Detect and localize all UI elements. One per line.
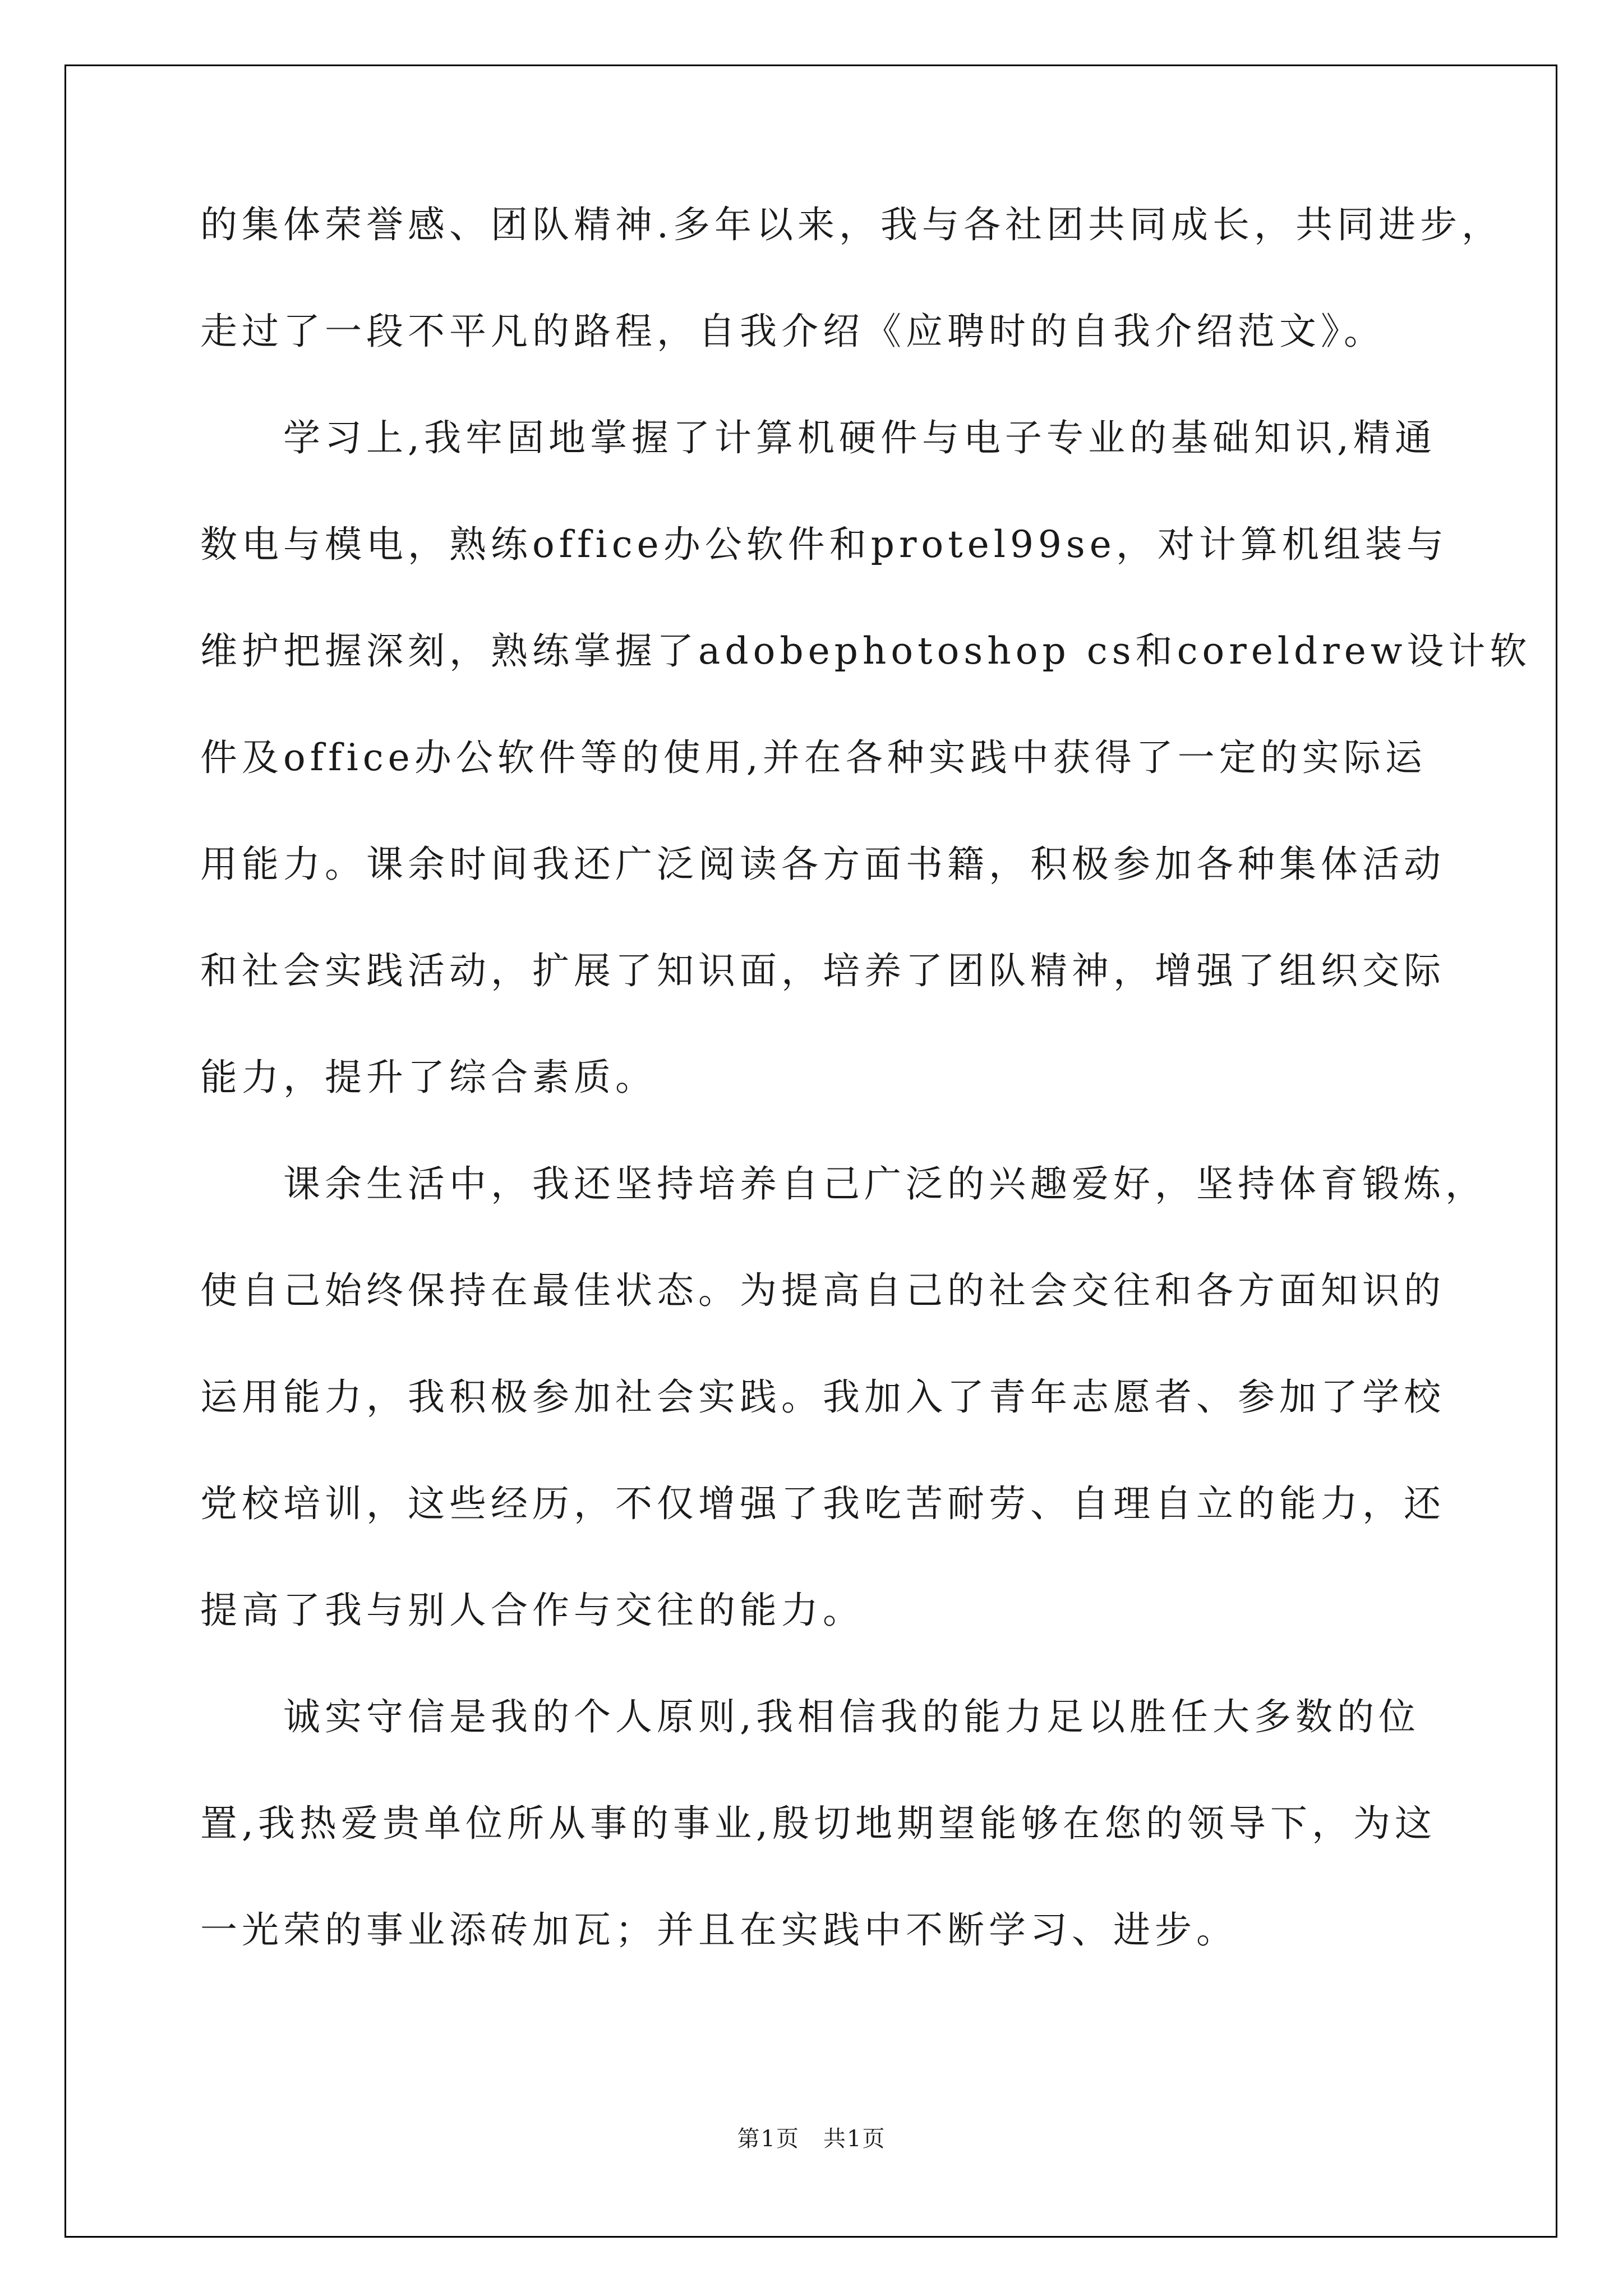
text-line: 数电与模电，熟练office办公软件和protel99se，对计算机组装与 <box>200 523 1448 566</box>
text-line: 使自己始终保持在最佳状态。为提高自己的社会交往和各方面知识的 <box>200 1269 1445 1312</box>
text-line: 置,我热爱贵单位所从事的事业,殷切地期望能够在您的领导下，为这 <box>200 1802 1436 1845</box>
text-line: 提高了我与别人合作与交往的能力。 <box>200 1589 864 1632</box>
text-line: 件及office办公软件等的使用,并在各种实践中获得了一定的实际运 <box>200 736 1427 779</box>
text-line: 能力，提升了综合素质。 <box>200 1056 657 1099</box>
paragraph-first-line: 诚实守信是我的个人原则,我相信我的能力足以胜任大多数的位 <box>283 1695 1420 1738</box>
text-line: 走过了一段不平凡的路程，自我介绍《应聘时的自我介绍范文》。 <box>200 310 1385 353</box>
page-number-footer: 第1页 共1页 <box>737 2126 886 2152</box>
text-line: 一光荣的事业添砖加瓦；并且在实践中不断学习、进步。 <box>200 1908 1238 1952</box>
text-line: 用能力。课余时间我还广泛阅读各方面书籍，积极参加各种集体活动 <box>200 843 1445 886</box>
text-line: 的集体荣誉感、团队精神.多年以来，我与各社团共同成长，共同进步， <box>200 203 1503 246</box>
paragraph-first-line: 学习上,我牢固地掌握了计算机硬件与电子专业的基础知识,精通 <box>283 416 1436 459</box>
paragraph-first-line: 课余生活中，我还坚持培养自己广泛的兴趣爱好，坚持体育锻炼， <box>283 1162 1487 1205</box>
text-line: 和社会实践活动，扩展了知识面，培养了团队精神，增强了组织交际 <box>200 949 1445 992</box>
text-line: 维护把握深刻，熟练掌握了adobephotoshop cs和coreldrew设计软 <box>200 629 1532 673</box>
text-line: 党校培训，这些经历，不仅增强了我吃苦耐劳、自理自立的能力，还 <box>200 1482 1445 1525</box>
document-body <box>200 203 1532 2018</box>
text-line: 运用能力，我积极参加社会实践。我加入了青年志愿者、参加了学校 <box>200 1375 1445 1419</box>
